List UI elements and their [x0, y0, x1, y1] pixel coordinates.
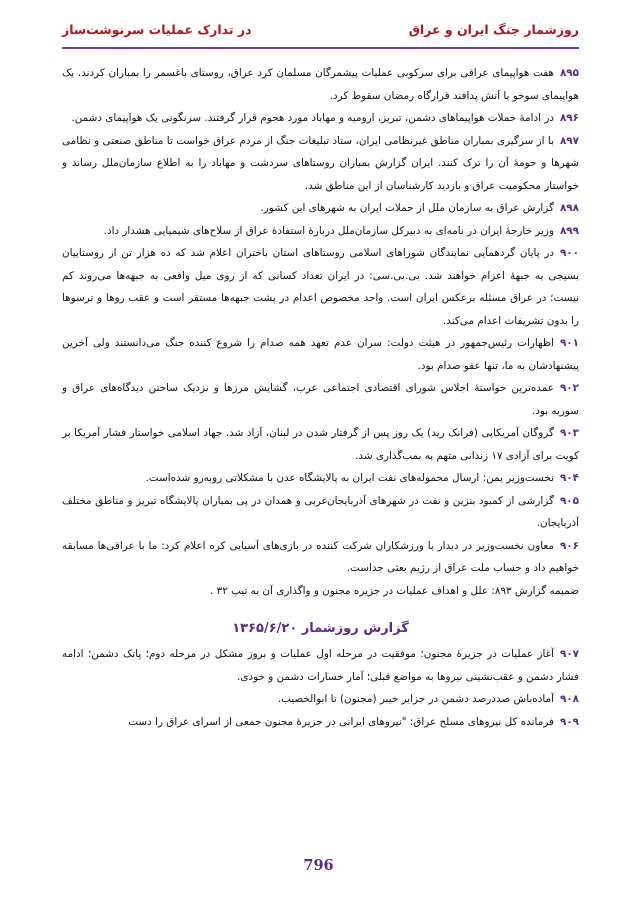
report-item [62, 220, 579, 243]
header-rule [62, 47, 579, 49]
item-text: اظهارات رئیس‌جمهور در هیئت دولت: سران عدم تعهد همه صدام را شروع کننده جنگ می‌دانستند ولی آخرین پیشنهادشان به ما، تنها عفو صدام بود. [62, 337, 579, 372]
item-text: نخست‌وزیر یمن: ارسال محموله‌های نفت ایران به پالایشگاه عدن با مشکلاتی روبه‌رو شده‌است. [145, 472, 554, 484]
item-text: فرمانده کل نیروهای مسلح عراق: "نیروهای ایرانی در جزیرهٔ مجنون جمعی از اسرای عراق را دست [128, 715, 554, 728]
item-number: ۹۰۱ [559, 337, 579, 349]
item-number: ۸۹۷ [559, 134, 579, 147]
report-item [62, 130, 579, 198]
volume-title: در تدارک عملیات سرنوشت‌ساز [62, 22, 252, 37]
report-item [62, 107, 579, 130]
report-item [62, 332, 579, 377]
item-number: ۹۰۷ [559, 648, 579, 660]
item-number: ۹۰۶ [559, 539, 579, 552]
report-item [62, 643, 579, 688]
report-item [62, 242, 579, 332]
page-number: 796 [303, 857, 334, 874]
item-text: عمده‌ترین خواستهٔ اجلاس شورای اقتصادی اجتماعی عرب، گشایش مرزها و نزدیک ساختن دیدگاه‌های عراق و سوریه بود. [62, 382, 579, 417]
report-item [62, 377, 579, 422]
item-number: ۹۰۰ [559, 247, 579, 259]
item-number: ۸۹۹ [559, 224, 579, 237]
report-item [62, 467, 579, 490]
item-number: ۸۹۵ [559, 67, 579, 79]
appendix-note: ضمیمه گزارش ۸۹۳: علل و اهداف عملیات در جزیره مجنون و واگذاری آن به تیپ ۳۲ . [210, 584, 579, 597]
item-text: وزیر خارجهٔ ایران در نامه‌ای به دبیرکل سازمان‌ملل دربارهٔ استفادهٔ عراق از سلاح‌های شیمیایی هشدار داد. [103, 224, 554, 237]
report-item [62, 62, 579, 107]
report-item [62, 688, 579, 711]
report-item [62, 490, 579, 535]
item-number: ۹۰۵ [559, 494, 579, 507]
report-item [62, 197, 579, 220]
item-text: آغاز عملیات در جزیرهٔ مجنون؛ موفقیت در مرحله اول عملیات و بروز مشکل در مرحله دوم؛ پاتک دشمن؛ ادامه فشار دشمن و عقب‌نشینی نیروها به مواضع قبلی؛ آمار خسارات دشمن و خودی. [62, 648, 579, 683]
report-item [62, 422, 579, 467]
section-title: گزارش روزشمار ۱۳۶۵/۶/۲۰ [232, 621, 409, 636]
page-content [62, 62, 579, 733]
item-text: هفت هواپیمای عراقی برای سرکوبی عملیات پیشمرگان مسلمان کرد عراق، روستای باغسمر را بمباران کردند. یک هواپیمای سوخو با آتش پدافند قرارگاه رمضان سقوط کرد. [62, 67, 579, 102]
book-title: روزشمار جنگ ایران و عراق [408, 22, 579, 37]
item-number: ۹۰۴ [559, 472, 579, 484]
report-item [62, 535, 579, 580]
item-number: ۹۰۳ [559, 427, 579, 439]
item-number: ۸۹۶ [559, 112, 579, 124]
item-text: آماده‌باش صددرصد دشمن در جزایر خیبر (مجنون) تا ابوالخصیب. [277, 693, 554, 705]
running-header [62, 22, 579, 44]
item-text: گزارشی از کمبود بنزین و نفت در شهرهای آذربایجان‌غربی و همدان در پی بمباران پالایشگاه تبریز و مناطق مختلف آذربایجان. [62, 494, 579, 529]
report-item [62, 711, 579, 734]
item-text: معاون نخست‌وزیر در دیدار با ورزشکاران شرکت کننده در بازی‌های آسیایی کره اعلام کرد: ما با عراقی‌ها مسابقه خواهیم داد و حساب ملت عراق از رژیم بعثی جداست. [62, 539, 579, 574]
item-number: ۹۰۹ [559, 715, 579, 728]
item-number: ۹۰۸ [559, 693, 579, 705]
item-text: گروگان آمریکایی (فرانک رید) یک روز پس از گرفتار شدن در لبنان، آزاد شد. جهاد اسلامی خواستار فشار آمریکا بر کویت برای آزادی ۱۷ زندانی متهم به بمب‌گذاری شد. [62, 427, 579, 462]
item-text: در ادامهٔ حملات هواپیماهای دشمن، تبریز، ارومیه و مهاباد مورد هجوم قرار گرفتند. سرنگونی یک هواپیمای دشمن. [71, 112, 554, 124]
item-number: ۹۰۲ [559, 382, 579, 394]
item-text: گزارش عراق به سازمان ملل از حملات ایران به شهرهای این کشور. [260, 202, 554, 214]
item-text: با از سرگیری بمباران مناطق غیرنظامی ایران، ستاد تبلیغات جنگ از مردم عراق خواست تا مناطق صنعتی و نظامی شهرها و حومهٔ آن را ترک کنند. ایران گزارش بمباران روستاهای سردشت و مهاباد را به اطلاع سازمان‌ملل رساند و خواستار محکومیت عراق و بازدید کارشناسان از این مناطق شد. [62, 134, 579, 192]
item-text: در پایان گردهمآیی نمایندگان شوراهای اسلامی روستاهای استان باختران اعلام شد که ده هزار تن از روستاییان بسیجی به جبههٔ اعزام خواهند شد. بی.بی.سی: در ایران تعداد کسانی که از روی میل واقعی به جبهه‌ها می‌روند کم نیست؛ در عراق مسئله برعکس ایران است. واحد مخصوص اعدام در پشت جبهه‌ها مستقر است و عقب روها و ترسوها را بدون تشریفات اعدام می‌کند. [62, 247, 579, 327]
item-number: ۸۹۸ [559, 202, 579, 214]
